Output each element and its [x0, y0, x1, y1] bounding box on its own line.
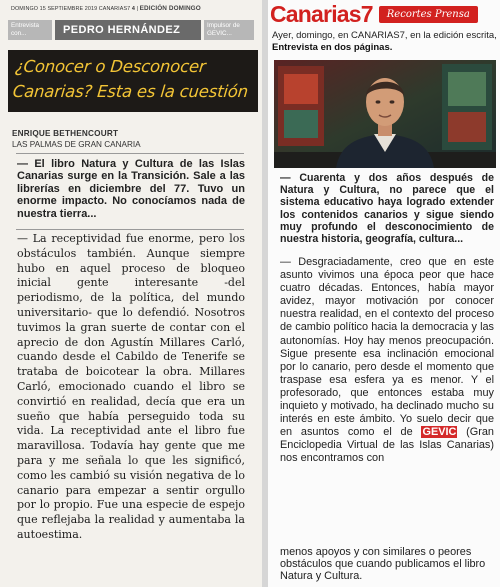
interview-bar [8, 20, 254, 40]
portrait-illustration [274, 60, 496, 168]
answer-body-start: — Desgraciadamente, creo que en este asunto vivimos una época peor que hace cuatro décadas. Entonces, había mayor avidez, mayor motivación por conocer nuestra realidad, en el contexto del proceso de cambio político hacia la democracia y las autonomías. Hoy hay menos preocupación. Sigue presente esa inclinación emocional por lo canario, pero desde el momento que traspase esa esfera ya es menor. Y el profesorado, que entonces estaba muy inquieto y motivado, ha declinado mucho su interés en este ámbito. Yo suelo decir que en asuntos como el de [280, 256, 494, 439]
interview-label: Entrevista con... [8, 20, 52, 40]
byline-author: ENRIQUE BETHENCOURT [12, 129, 119, 138]
dateline: DOMINGO 15 SEPTIEMBRE 2019 CANARIAS7 4 | EDICIÓN DOMINGO [11, 5, 201, 12]
section-name: EDICIÓN DOMINGO [139, 5, 201, 12]
lead-bottom-rule [16, 229, 244, 230]
byline [12, 128, 141, 150]
promoter-label: Impulsor de GEVIC... [204, 20, 254, 40]
answer-body: — La receptividad fue enorme, pero los obstáculos también. Aunque siempre hubo en aquel proceso de bloqueo inicial gente interesante -del periodismo, de la política, del mundo universitario- que lo defendió. Nosotros tuvimos la gran suerte de contar con el aprecio de don Agustín Millares Carló, cuando desde el Cabildo de Tenerife se trataba de boicotear la obra. Millares Carló, emocionado cuando el libro se convirtió en realidad, decía que era un sueño que había perseguido toda su vida. La receptividad ante el libro fue maravillosa. Todavía hay gente que me para y me señala lo que les significó, como les cambió su visión negativa de lo canario para empezar a sentir orgullo por lo propio. Fue una especie de espejo que reflejaba la realidad y aumentaba la autoestima. [17, 232, 245, 541]
lead-top-rule [16, 153, 244, 154]
dateline-text: DOMINGO 15 SEPTIEMBRE 2019 CANARIAS7 [11, 6, 131, 12]
headline-box [8, 50, 258, 112]
answer-body-right [280, 256, 494, 466]
intro-bold: Entrevista en dos páginas. [272, 42, 393, 53]
answer-body-end: (Gran Enciclopedia Virtual de las Islas Canarias) nos encontramos con [280, 426, 494, 465]
intro-text [272, 30, 498, 54]
interviewee-photo [274, 60, 496, 168]
masthead [270, 2, 478, 26]
canarias7-logo: Canarias7 [270, 1, 373, 27]
intro-lead: Ayer, domingo, en CANARIAS7, en la edición escrita, [272, 30, 497, 41]
interviewer-name: PEDRO HERNÁNDEZ [55, 20, 201, 40]
gevic-highlight: GEVIC [422, 426, 457, 439]
byline-location: LAS PALMAS DE GRAN CANARIA [12, 140, 141, 149]
recortes-prensa-badge: Recortes Prensa [379, 6, 478, 23]
question-lead: — El libro Natura y Cultura de las Islas Canarias surge en la Transición. Sale a las librerías en diciembre del 77. Tuvo un enorme impacto. No conocíamos nada de nuestra tierra... [17, 158, 245, 220]
answer-tail: menos apoyos y con similares o peores obstáculos que cuando publicamos el libro Natura y Cultura. [280, 546, 486, 583]
question-lead-right: — Cuarenta y dos años después de Natura y Cultura, no parece que el sistema educativo haya logrado extender los contenidos canarios y sigue siendo muy profundo el desconocimiento de nuestra historia, geografía, cultura... [280, 172, 494, 246]
page-number: 4 [131, 6, 135, 12]
headline: ¿Conocer o Desconocer Canarias? Esta es la cuestión [12, 57, 249, 101]
right-clipping [268, 0, 500, 587]
